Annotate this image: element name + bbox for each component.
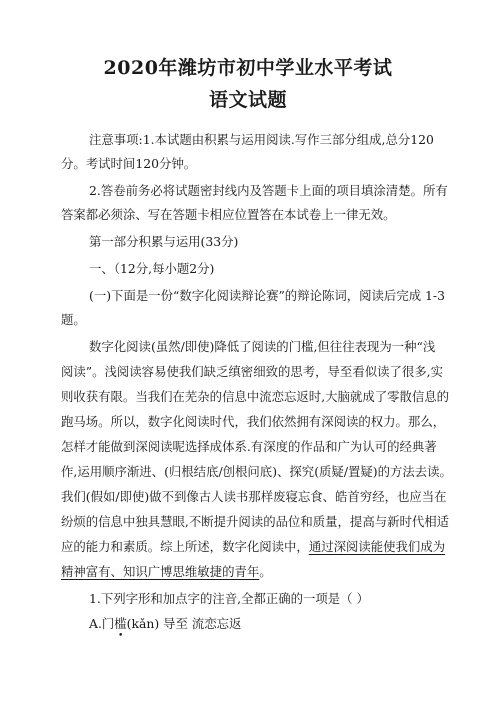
- notes-line-1: 注意事项:1.本试题由积累与运用阅读.写作三部分组成,总分120: [89, 132, 434, 147]
- notes-line-3: 2.答卷前务必将试题密封线内及答题卡上面的项目填涂清楚。所有: [89, 183, 448, 198]
- option-a: A.门槛(kǎn) 导至 流恋忘返: [89, 616, 242, 631]
- passage-line-10-end: 。: [259, 564, 272, 579]
- underlined-sentence-part-2: 精神富有、知识广博思维敏捷的青年: [61, 564, 260, 579]
- passage-line-7: 我们(假如/即使)做不到像古人读书那样废寝忘食、皓首穷经，也应当在: [61, 489, 447, 504]
- emphasis-dot-mark: •: [118, 631, 124, 641]
- passage-line-1: 数字化阅读(虽然/即使)降低了阅读的门槛,但往往表现为一种“浅: [89, 339, 436, 354]
- passage-line-2: 阅读”。浅阅读容易使我们缺乏缜密细致的思考，导至看似读了很多,实: [61, 364, 443, 379]
- notes-line-2: 分。考试时间120分钟。: [61, 156, 197, 171]
- exam-title: 2020年潍坊市初中学业水平考试: [103, 57, 393, 79]
- passage-line-9: [61, 539, 445, 555]
- underlined-sentence-part-1: 通过深阅读能使我们成为: [308, 539, 446, 554]
- intro-line-1: (一)下面是一份“数字化阅读辩论赛”的辩论陈词，阅读后完成 1-3: [89, 288, 445, 303]
- passage-line-10: [61, 564, 272, 580]
- passage-line-8: 纷烦的信息中独具慧眼,不断提升阅读的品位和质量，提高与新时代相适: [61, 514, 450, 529]
- passage-line-5: 怎样才能做到深阅读呢选择成体系.有深度的作品和广为认可的经典著: [61, 439, 437, 454]
- question-1: 1.下列字形和加点字的注音,全都正确的一项是（ ）: [89, 591, 369, 606]
- part-heading: 第一部分积累与运用(33分): [89, 234, 239, 249]
- exam-subtitle: 语文试题: [208, 89, 287, 111]
- passage-line-9-text: 应的能力和素质。综上所述，数字化阅读中，: [61, 539, 309, 554]
- passage-line-3: 则收获有限。当我们在芜杂的信息中流恋忘返时,大脑就成了零散信息的: [61, 389, 450, 404]
- notes-line-4: 答案都必须涂、写在答题卡相应位置答在本试卷上一律无效。: [61, 207, 396, 222]
- intro-line-2: 题。: [61, 312, 86, 327]
- section-heading: 一、（12分,每小题2分): [89, 261, 215, 276]
- passage-line-6: 作,运用顺序渐进、(归根结底/创根问底)、探究(质疑/置疑)的方法去读。: [61, 464, 452, 479]
- passage-line-4: 跑马场。所以，数字化阅读时代，我们依然拥有深阅读的权力。那么，: [61, 414, 446, 429]
